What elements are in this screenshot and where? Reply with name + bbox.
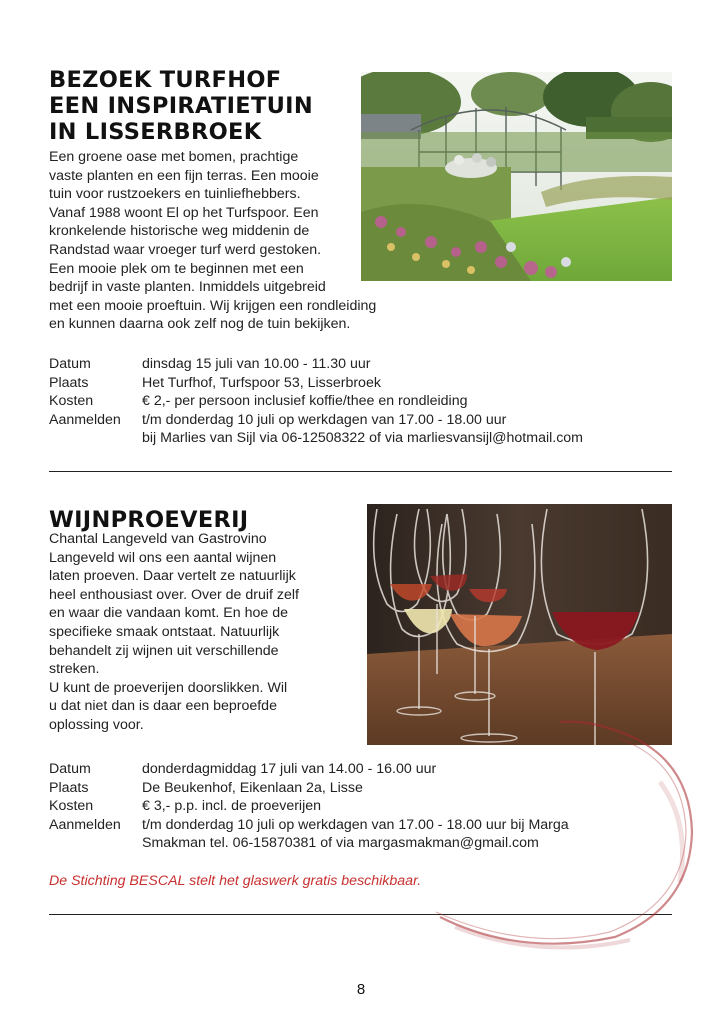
body-line: U kunt de proeverijen doorslikken. Wil: [49, 679, 288, 696]
body-line: en waar die vandaan komt. En hoe de: [49, 605, 288, 622]
body-line: Een groene oase met bomen, prachtige: [49, 149, 299, 165]
body-line: Randstad waar vroeger turf werd gestoken.: [49, 241, 322, 258]
turfhof-description: [49, 148, 376, 334]
body-line: heel enthousiast over. Over de druif zelf: [49, 586, 299, 603]
wijnproeverij-description: [49, 530, 299, 735]
body-line: streken.: [49, 661, 100, 678]
body-line: Langeveld wil ons een aantal wijnen: [49, 549, 277, 566]
body-line: Chantal Langeveld van Gastrovino: [49, 531, 267, 547]
body-line: Vanaf 1988 woont El op het Turfspoor. Een: [49, 204, 319, 221]
detail-label: Aanmelden: [49, 816, 121, 833]
body-line: met een mooie proeftuin. Wij krijgen een rondleiding: [49, 297, 377, 314]
detail-label: Datum: [49, 356, 91, 372]
body-line: Een mooie plek om te beginnen met een: [49, 260, 304, 277]
detail-label: Kosten: [49, 393, 94, 410]
turfhof-heading: [49, 67, 313, 145]
detail-label: Aanmelden: [49, 411, 121, 428]
section-divider: [49, 471, 672, 472]
detail-value: Smakman tel. 06-15870381 of via margasmakman@gmail.com: [142, 835, 539, 852]
glassware-note: De Stichting BESCAL stelt het glaswerk gratis beschikbaar.: [49, 873, 422, 889]
detail-value: dinsdag 15 juli van 10.00 - 11.30 uur: [142, 356, 371, 372]
heading-line: WIJNPROEVERIJ: [49, 507, 249, 533]
heading-line: IN LISSERBROEK: [49, 119, 262, 145]
detail-value: donderdagmiddag 17 juli van 14.00 - 16.00 uur: [142, 761, 437, 777]
section-divider: [49, 914, 672, 915]
detail-value: bij Marlies van Sijl via 06-12508322 of via marliesvansijl@hotmail.com: [142, 430, 584, 447]
body-line: tuin voor rustzoekers en tuinliefhebbers.: [49, 186, 301, 203]
page-number: 8: [356, 981, 366, 998]
body-line: specifieke smaak ontstaat. Natuurlijk: [49, 623, 280, 640]
detail-label: Kosten: [49, 798, 94, 815]
detail-value: € 2,- per persoon inclusief koffie/thee en rondleiding: [142, 393, 468, 410]
body-line: oplossing voor.: [49, 716, 144, 733]
body-line: u dat niet dan is daar een beproefde: [49, 698, 277, 715]
detail-value: t/m donderdag 10 juli op werkdagen van 17.00 - 18.00 uur bij Marga: [142, 816, 569, 833]
detail-value: Het Turfhof, Turfspoor 53, Lisserbroek: [142, 374, 381, 391]
detail-value: t/m donderdag 10 juli op werkdagen van 17.00 - 18.00 uur: [142, 411, 507, 428]
garden-photo: [361, 72, 672, 281]
detail-label: Plaats: [49, 779, 89, 796]
body-line: kronkelende historische weg middenin de: [49, 223, 310, 240]
heading-line: BEZOEK TURFHOF: [49, 67, 282, 93]
detail-value: De Beukenhof, Eikenlaan 2a, Lisse: [142, 779, 363, 796]
body-line: en kunnen daarna ook zelf nog de tuin bekijken.: [49, 316, 351, 333]
detail-value: € 3,- p.p. incl. de proeverijen: [142, 798, 322, 815]
detail-label: Plaats: [49, 374, 89, 391]
body-line: laten proeven. Daar vertelt ze natuurlijk: [49, 568, 296, 585]
body-line: vaste planten en een fijn terras. Een mooie: [49, 167, 319, 184]
wine-glasses-photo: [367, 504, 672, 745]
body-line: behandelt zij wijnen uit verschillende: [49, 642, 279, 659]
detail-label: Datum: [49, 761, 91, 777]
heading-line: EEN INSPIRATIETUIN: [49, 93, 313, 119]
body-line: bedrijf in vaste planten. Inmiddels uitgebreid: [49, 279, 326, 296]
